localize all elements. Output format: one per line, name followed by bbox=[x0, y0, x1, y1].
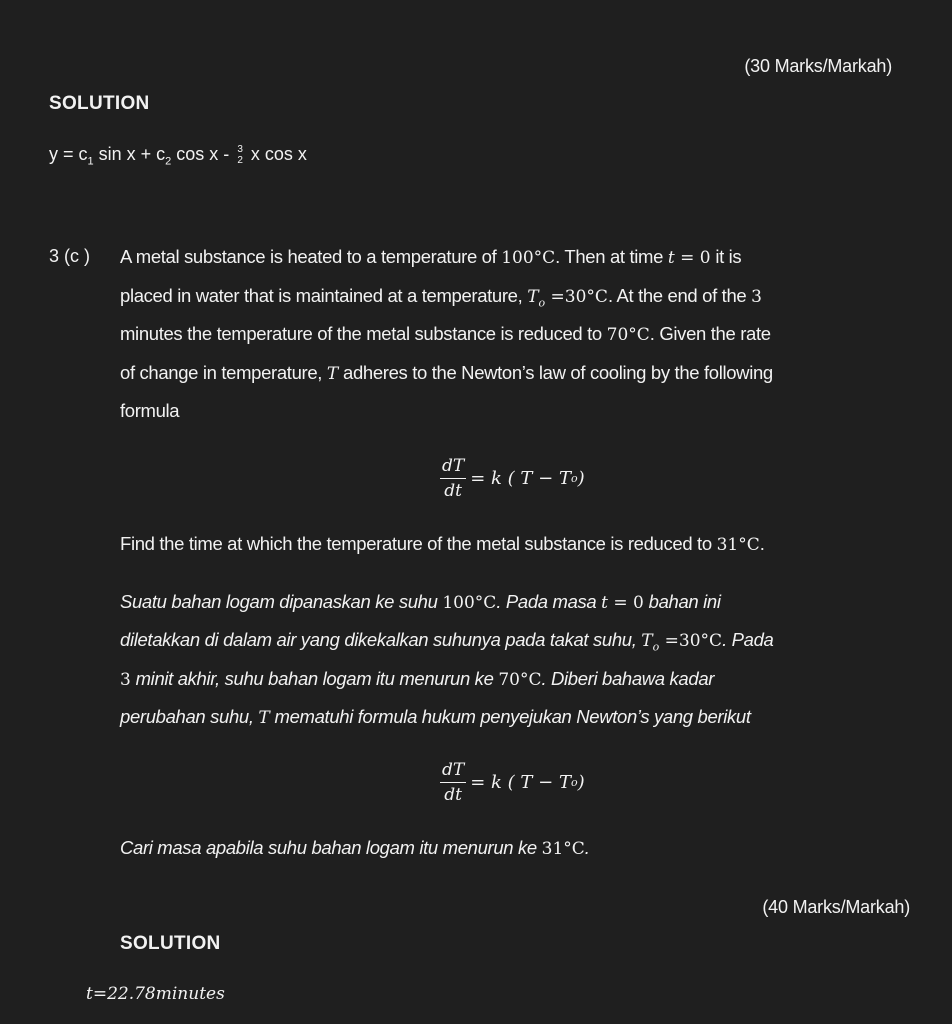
formula-sub: o bbox=[570, 472, 578, 485]
eq-sub2: 2 bbox=[165, 155, 172, 168]
eq-part1: sin x + c bbox=[93, 144, 166, 164]
malay-find: Cari masa apabila suhu bahan logam itu menurun ke 31°C. bbox=[120, 837, 590, 859]
solution-answer: t=22.78minutes bbox=[86, 984, 225, 1004]
eq-frac-num: 3 bbox=[237, 144, 243, 156]
formula-sub-2: o bbox=[570, 776, 578, 789]
formula-num: dT bbox=[440, 456, 466, 479]
english-line-1: A metal substance is heated to a temperature of 100°C. Then at time t = 0 it is bbox=[120, 246, 742, 268]
formula-den: dt bbox=[444, 481, 462, 501]
eq-part3: x cos x bbox=[245, 144, 307, 164]
solution-title: SOLUTION bbox=[120, 933, 221, 954]
english-find: Find the time at which the temperature of the metal substance is reduced to 31°C. bbox=[120, 533, 765, 555]
formula-english bbox=[440, 456, 585, 501]
prev-marks-text: (30 Marks/Markah) bbox=[744, 56, 892, 76]
english-line-3: minutes the temperature of the metal substance is reduced to 70°C. Given the rate bbox=[120, 323, 771, 345]
english-line-2: placed in water that is maintained at a temperature, $T_o =30^\circ C$. At the end of the 3 bbox=[120, 285, 762, 310]
prev-marks bbox=[744, 56, 892, 77]
formula-close: ) bbox=[577, 468, 585, 489]
malay-line-2: diletakkan di dalam air yang dikekalkan suhunya pada takat suhu, $T_o =30^\circ C$. Pada bbox=[120, 629, 774, 654]
formula-rhs-2: = k ( T − T bbox=[470, 772, 571, 793]
malay-line-3: 3 minit akhir, suhu bahan logam itu menurun ke 70°C. Diberi bahawa kadar bbox=[120, 668, 715, 690]
malay-line-1: Suatu bahan logam dipanaskan ke suhu 100°C. Pada masa t = 0 bahan ini bbox=[120, 591, 721, 613]
formula-den-2: dt bbox=[444, 785, 462, 805]
english-line-5: formula bbox=[120, 400, 180, 421]
formula-num-2: dT bbox=[440, 760, 466, 783]
formula-rhs: = k ( T − T bbox=[470, 468, 571, 489]
eq-sub1: 1 bbox=[87, 155, 94, 168]
question-number: 3 (c ) bbox=[49, 246, 91, 266]
malay-line-4: perubahan suhu, T mematuhi formula hukum penyejukan Newton’s yang berikut bbox=[120, 706, 751, 728]
question-marks: (40 Marks/Markah) bbox=[762, 897, 910, 917]
eq-frac-den: 2 bbox=[237, 155, 243, 167]
eq-fraction bbox=[237, 144, 243, 166]
eq-part2: cos x - bbox=[171, 144, 235, 164]
formula-malay bbox=[440, 760, 585, 805]
eq-lhs: y = c bbox=[49, 144, 88, 164]
prev-solution-equation bbox=[49, 144, 307, 168]
formula-fraction bbox=[440, 456, 466, 501]
formula-close-2: ) bbox=[577, 772, 585, 793]
formula-fraction-2 bbox=[440, 760, 466, 805]
prev-solution-title: SOLUTION bbox=[49, 93, 150, 114]
english-line-4: of change in temperature, T adheres to the Newton’s law of cooling by the following bbox=[120, 362, 773, 384]
